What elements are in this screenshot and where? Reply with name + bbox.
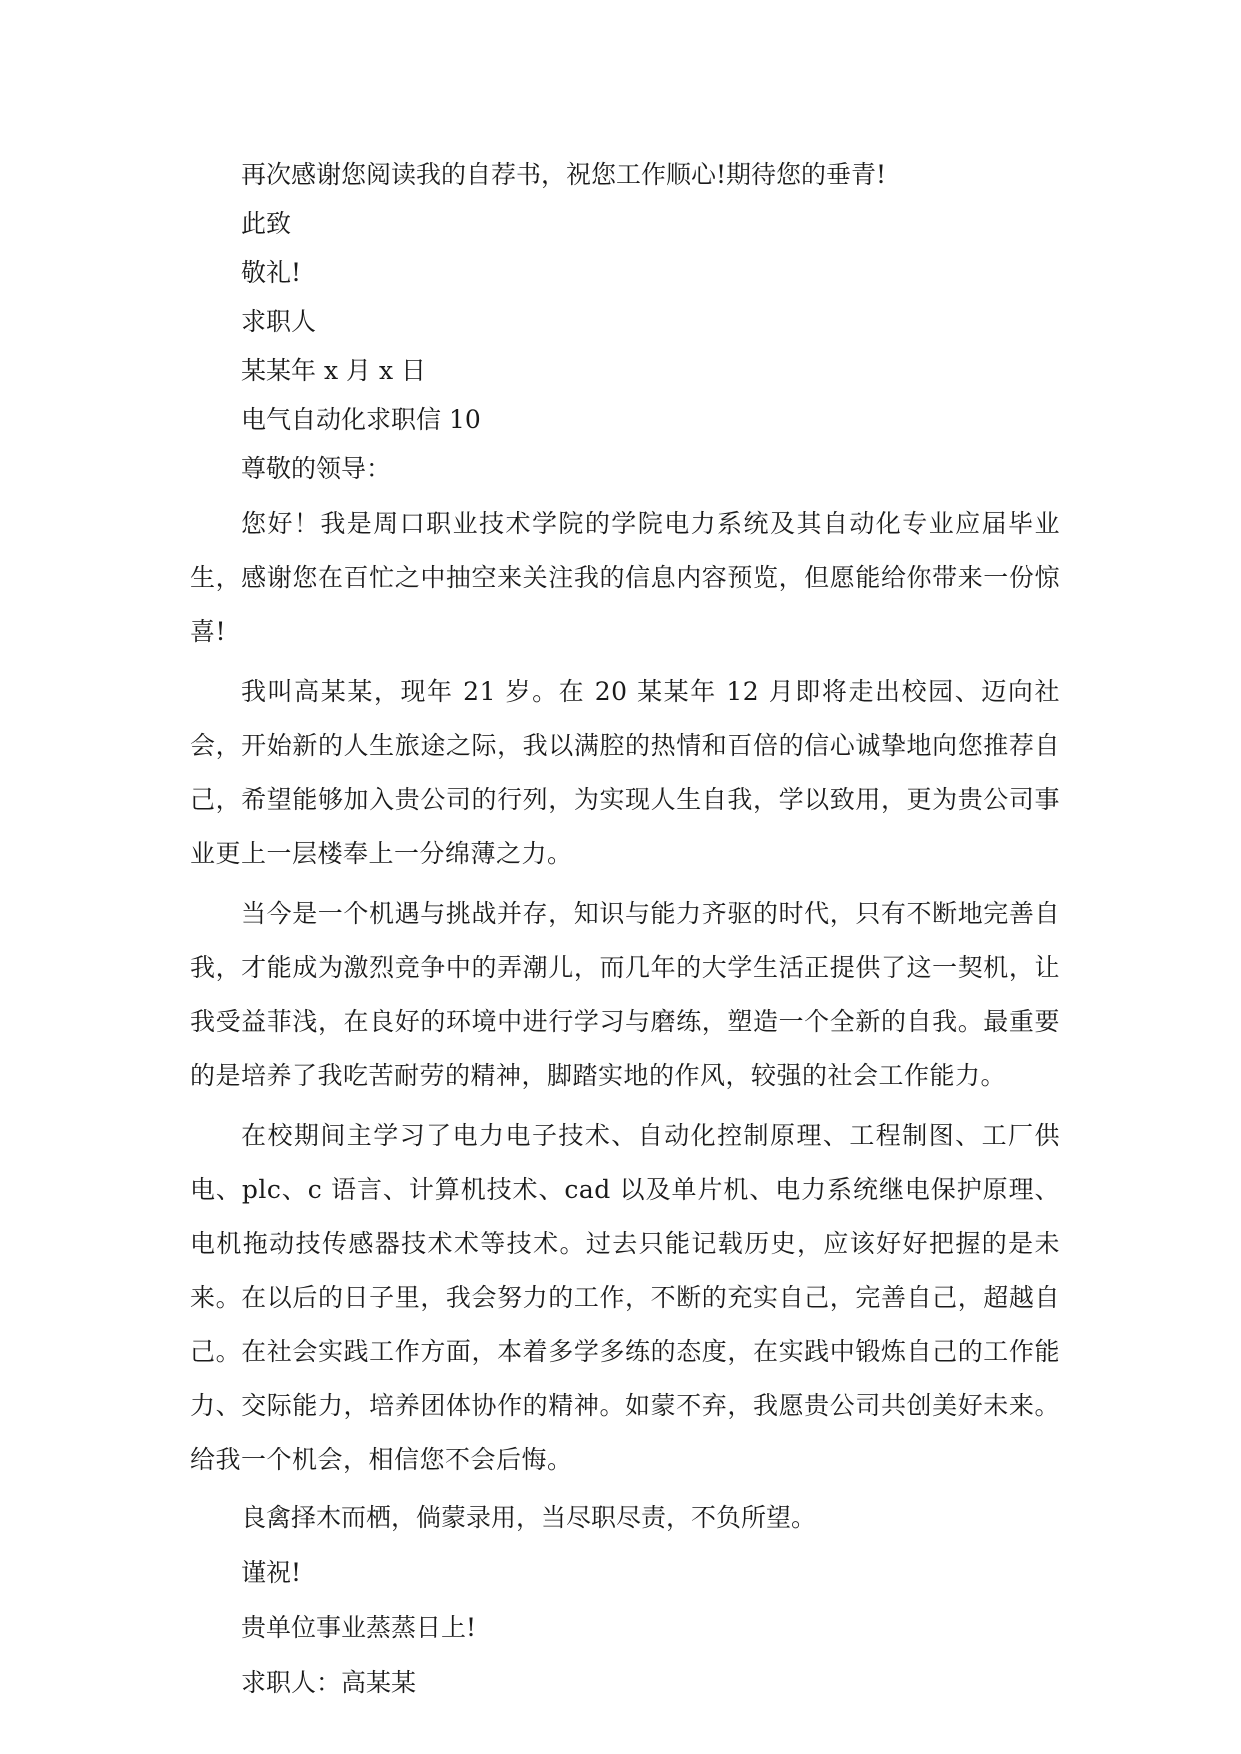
paragraph-intro: 您好！我是周口职业技术学院的学院电力系统及其自动化专业应届毕业生，感谢您在百忙之中抽空来关注我的信息内容预览，但愿能给你带来一份惊喜!: [190, 509, 1060, 646]
closing-line-signature: 求职人：高某某: [241, 1668, 417, 1697]
salutation-line: 此致: [241, 209, 292, 238]
date-line: 某某年 x 月 x 日: [241, 356, 426, 385]
paragraph-background: 我叫高某某，现年 21 岁。在 20 某某年 12 月即将走出校园、迈向社会，开始新的人生旅途之际，我以满腔的热情和百倍的信心诚挚地向您推荐自己，希望能够加入贵公司的行列，为实现人生自我，学以致用，更为贵公司事业更上一层楼奉上一分绵薄之力。: [190, 677, 1060, 868]
closing-line-promise: 良禽择木而栖，倘蒙录用，当尽职尽责，不负所望。: [241, 1503, 817, 1532]
closing-line-blessing: 贵单位事业蒸蒸日上!: [241, 1613, 477, 1642]
signer-label: 求职人: [241, 307, 317, 336]
closing-line-wishes: 谨祝!: [241, 1558, 302, 1587]
salutation-respect-line: 敬礼!: [241, 258, 302, 287]
letter-title: 电气自动化求职信 10: [241, 405, 481, 434]
paragraph-skills: 在校期间主学习了电力电子技术、自动化控制原理、工程制图、工厂供电、plc、c 语言、计算机技术、cad 以及单片机、电力系统继电保护原理、电机拖动技传感器技术术等技术。过去只能记载历史，应该好好把握的是未来。在以后的日子里，我会努力的工作，不断的充实自己，完善自己，超越自己。在社会实践工作方面，本着多学多练的态度，在实践中锻炼自己的工作能力、交际能力，培养团体协作的精神。如蒙不弃，我愿贵公司共创美好未来。给我一个机会，相信您不会后悔。: [190, 1121, 1060, 1474]
thanks-line: 再次感谢您阅读我的自荐书，祝您工作顺心!期待您的垂青!: [241, 160, 887, 189]
document-body: [190, 150, 1060, 1707]
greeting: 尊敬的领导：: [241, 454, 392, 483]
paragraph-growth: 当今是一个机遇与挑战并存，知识与能力齐驱的时代，只有不断地完善自我，才能成为激烈竞争中的弄潮儿，而几年的大学生活正提供了这一契机，让我受益菲浅，在良好的环境中进行学习与磨练，塑造一个全新的自我。最重要的是培养了我吃苦耐劳的精神，脚踏实地的作风，较强的社会工作能力。: [190, 899, 1060, 1090]
